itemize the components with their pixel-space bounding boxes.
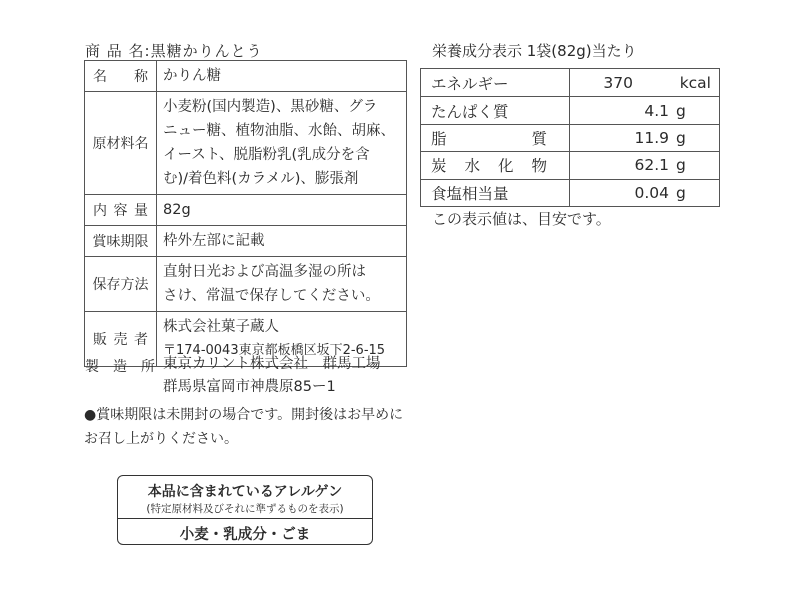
- nutrition-unit-protein: g: [676, 101, 686, 120]
- row-ingredients: [85, 91, 406, 194]
- nutrition-value-carbohydrate: 62.1: [634, 156, 669, 175]
- nutrition-value-protein: 4.1: [644, 101, 669, 120]
- label-best-before: 賞味期限: [85, 226, 157, 256]
- manufacturer-line-2: 群馬県富岡市神農原85ー1: [163, 379, 336, 395]
- nutrition-unit-fat: g: [676, 128, 686, 147]
- value-name: かりん糖: [163, 68, 221, 84]
- value-seller: 株式会社菓子蔵人 〒174-0043東京都板橋区坂下2-6-15: [163, 319, 386, 358]
- nutrition-label-carbohydrate: 炭 水 化 物: [421, 152, 570, 178]
- nutrition-label-fat: 脂 質: [421, 125, 570, 151]
- nutrition-value-fat: 11.9: [634, 128, 669, 147]
- value-content-volume: 82g: [163, 202, 191, 218]
- nutrition-label-protein: たんぱく質: [421, 97, 570, 123]
- allergen-box: [117, 475, 373, 545]
- allergen-title: 本品に含まれているアレルゲン: [147, 484, 343, 500]
- nutrition-row-salt: [421, 179, 719, 206]
- label-seller: 販 売 者: [85, 312, 157, 366]
- allergen-items: 小麦・乳成分・ごま: [179, 527, 311, 543]
- row-best-before: [85, 225, 406, 256]
- row-name: [85, 61, 406, 91]
- label-content-volume: 内 容 量: [85, 195, 157, 225]
- row-content-volume: [85, 194, 406, 225]
- nutrition-row-fat: [421, 124, 719, 151]
- nutrition-row-carbohydrate: [421, 151, 719, 178]
- nutrition-value-salt: 0.04: [634, 183, 669, 202]
- value-best-before: 枠外左部に記載: [163, 233, 265, 249]
- nutrition-title: 栄養成分表示 1袋(82g)当たり: [432, 42, 637, 60]
- row-storage: [85, 256, 406, 311]
- nutrition-value-energy: 370: [603, 73, 633, 92]
- label-name: 名 称: [85, 61, 157, 91]
- value-storage: 直射日光および高温多湿の所は さけ、常温で保存してください。: [163, 264, 380, 304]
- nutrition-row-protein: [421, 96, 719, 123]
- nutrition-unit-salt: g: [676, 183, 686, 202]
- nutrition-footnote: この表示値は、目安です。: [432, 210, 611, 228]
- nutrition-unit-energy: kcal: [679, 73, 711, 92]
- allergen-subtitle: (特定原材料及びそれに準ずるものを表示): [146, 503, 344, 515]
- manufacturer-line-1: 東京カリント株式会社 群馬工場: [163, 356, 381, 372]
- nutrition-row-energy: [421, 69, 719, 96]
- nutrition-label-salt: 食塩相当量: [421, 180, 570, 206]
- value-ingredients: 小麦粉(国内製造)、黒砂糖、グラ ニュー糖、植物油脂、水飴、胡麻、 イースト、脱脂粉乳(乳成分を含 む)/着色料(カラメル)、膨張剤: [163, 99, 395, 187]
- product-name-line: 商 品 名:黒糖かりんとう: [85, 42, 263, 60]
- nutrition-label-energy: エネルギー: [421, 69, 570, 96]
- nutrition-unit-carbohydrate: g: [676, 156, 686, 175]
- label-ingredients: 原材料名: [85, 92, 157, 194]
- allergen-divider: [118, 518, 372, 519]
- nutrition-table: [420, 68, 720, 207]
- label-manufacturer: 製 造 所: [85, 359, 155, 375]
- label-storage: 保存方法: [85, 257, 157, 311]
- product-info-table: [84, 60, 407, 367]
- best-before-notice: ●賞味期限は未開封の場合です。開封後はお早めにお召し上がりください。: [84, 407, 404, 447]
